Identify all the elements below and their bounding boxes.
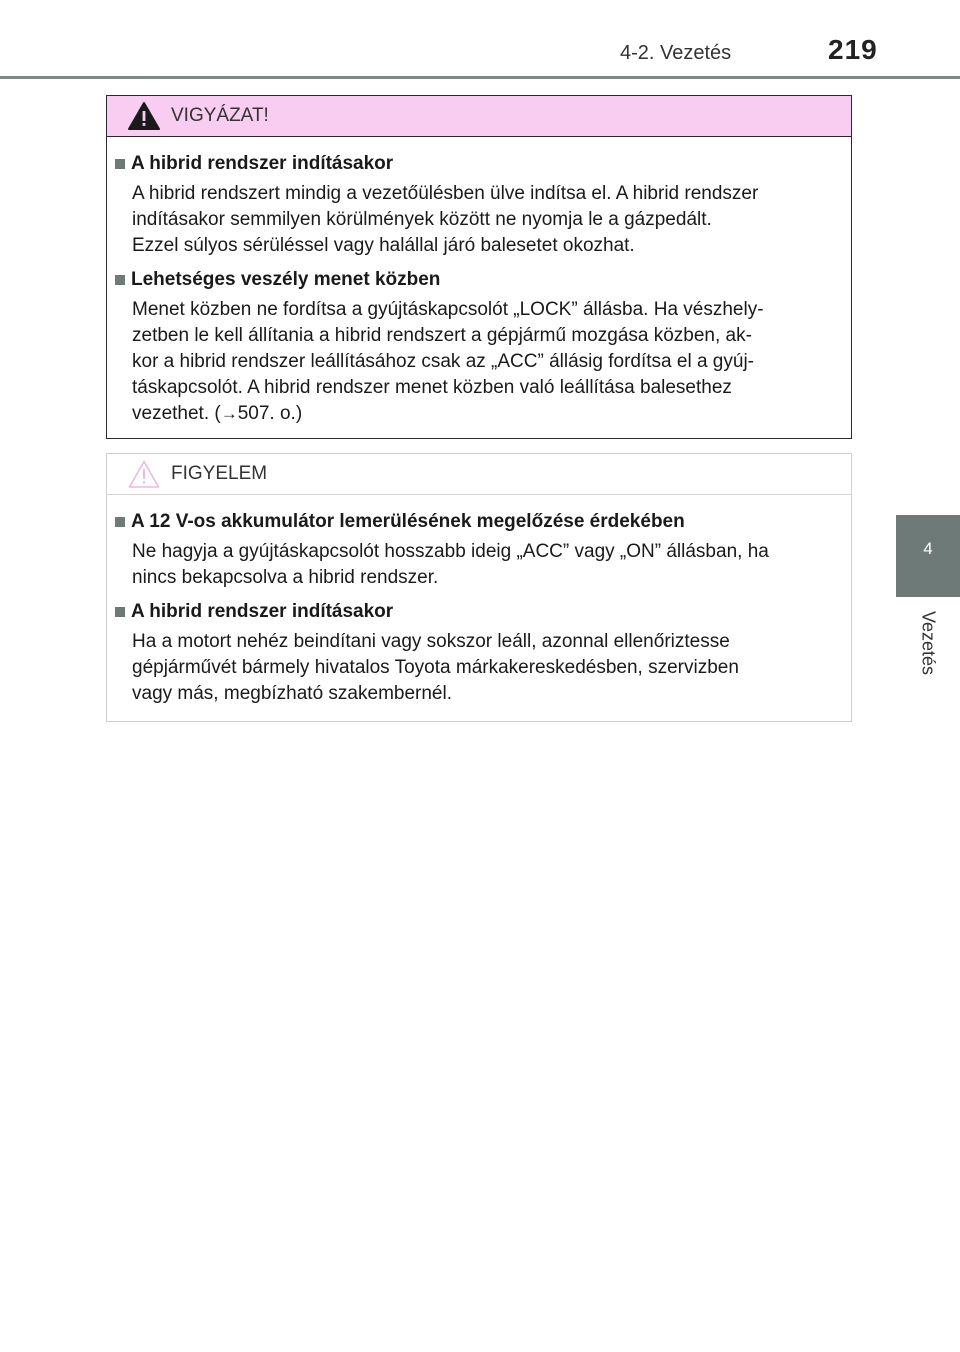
warning-header	[107, 96, 851, 137]
text-line: vagy más, megbízható szakembernél.	[132, 683, 452, 704]
text-line: A hibrid rendszert mindig a vezetőülésben ülve indítsa el. A hibrid rendszer	[132, 183, 759, 204]
warning-item-title-text: Lehetséges veszély menet közben	[131, 269, 441, 290]
warning-item-text	[115, 181, 837, 259]
warning-item-title	[115, 153, 837, 175]
warning-item-title-text: A hibrid rendszer indításakor	[131, 153, 394, 174]
warning-box	[106, 95, 852, 439]
text-line-with-reference	[132, 401, 837, 427]
caution-item-title-text: A hibrid rendszer indításakor	[131, 601, 394, 622]
caution-item-title-text: A 12 V-os akkumulátor lemerülésének megelőzése érdekében	[131, 511, 685, 532]
caution-box	[106, 453, 852, 722]
reference-arrow-icon: →	[220, 404, 238, 423]
square-bullet-icon	[115, 517, 125, 527]
caution-item-text	[115, 539, 837, 591]
text-line: nincs bekapcsolva a hibrid rendszer.	[132, 567, 439, 588]
warning-body	[107, 137, 851, 427]
page-reference-link[interactable]: 507. o.)	[237, 403, 303, 424]
section-title: 4-2. Vezetés	[620, 42, 732, 64]
text-line: Ha a motort nehéz beindítani vagy sokszor leáll, azonnal ellenőriztesse	[132, 631, 730, 652]
chapter-tab[interactable]	[896, 515, 960, 597]
page-number: 219	[828, 34, 878, 65]
text-line: Ne hagyja a gyújtáskapcsolót hosszabb ideig „ACC” vagy „ON” állásban, ha	[132, 541, 769, 562]
warning-triangle-icon	[127, 101, 161, 131]
text-fragment: vezethet. (	[132, 403, 221, 424]
caution-header	[107, 454, 851, 495]
caution-triangle-icon	[127, 459, 161, 489]
text-line: gépjárművét bármely hivatalos Toyota márkakereskedésben, szervizben	[132, 657, 739, 678]
warning-item-text	[115, 297, 837, 427]
warning-item-title	[115, 269, 837, 291]
warning-heading: VIGYÁZAT!	[171, 105, 269, 126]
square-bullet-icon	[115, 275, 125, 285]
text-line: Menet közben ne fordítsa a gyújtáskapcsolót „LOCK” állásba. Ha vészhely-	[132, 299, 764, 320]
caution-heading: FIGYELEM	[171, 463, 268, 484]
caution-item-title	[115, 601, 837, 623]
text-line: zetben le kell állítania a hibrid rendszert a gépjármű mozgása közben, ak-	[132, 325, 752, 346]
text-line: kor a hibrid rendszer leállításához csak az „ACC” állásig fordítsa el a gyúj-	[132, 351, 754, 372]
caution-body	[107, 495, 851, 707]
caution-item-text	[115, 629, 837, 707]
chapter-number: 4	[923, 539, 933, 558]
text-line: indításakor semmilyen körülmények között ne nyomja le a gázpedált.	[132, 209, 712, 230]
chapter-label: Vezetés	[918, 610, 939, 676]
header-divider	[0, 76, 960, 79]
square-bullet-icon	[115, 159, 125, 169]
text-line: táskapcsolót. A hibrid rendszer menet közben való leállítása balesethez	[132, 377, 732, 398]
text-line: Ezzel súlyos sérüléssel vagy halállal járó balesetet okozhat.	[132, 235, 635, 256]
square-bullet-icon	[115, 607, 125, 617]
caution-item-title	[115, 511, 837, 533]
